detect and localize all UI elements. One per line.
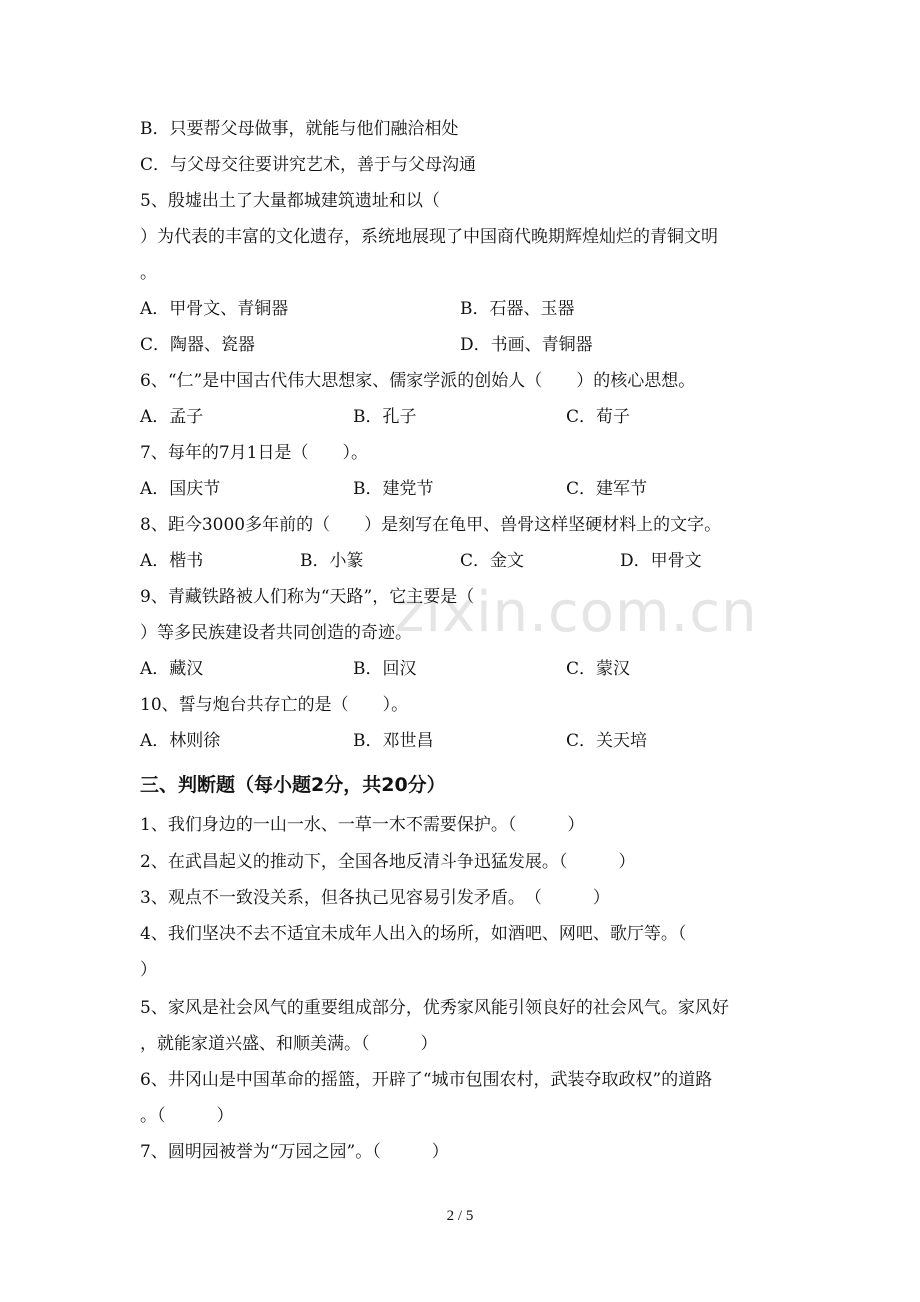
q10-option-b: B．邓世昌 <box>353 731 434 751</box>
q5-stem-line3: 。 <box>140 263 157 283</box>
judgment-item-4-line1: 4、我们坚决不去不适宜未成年人出入的场所，如酒吧、网吧、歌厅等。（ <box>140 924 687 944</box>
judgment-item-4-line2: ） <box>140 960 157 980</box>
q5-option-b: B．石器、玉器 <box>460 299 575 319</box>
q8-option-b: B．小篆 <box>300 551 364 571</box>
q5-option-c: C．陶器、瓷器 <box>140 335 256 355</box>
q5-stem-line1: 5、殷墟出土了大量都城建筑遗址和以（ <box>140 191 440 211</box>
q10-stem: 10、誓与炮台共存亡的是（ ）。 <box>140 695 409 715</box>
q6-option-c: C．荀子 <box>566 407 631 427</box>
q8-option-c: C．金文 <box>460 551 525 571</box>
q8-stem: 8、距今3000多年前的（ ）是刻写在龟甲、兽骨这样坚硬材料上的文字。 <box>140 515 722 535</box>
q5-stem-line2: ）为代表的丰富的文化遗存，系统地展现了中国商代晚期辉煌灿烂的青铜文明 <box>140 227 718 247</box>
judgment-item-5-line2: ，就能家道兴盛、和顺美满。（ ） <box>140 1034 438 1054</box>
q7-option-b: B．建党节 <box>353 479 434 499</box>
judgment-item-1: 1、我们身边的一山一水、一草一木不需要保护。（ ） <box>140 815 585 835</box>
judgment-item-3: 3、观点不一致没关系，但各执己见容易引发矛盾。 （ ） <box>140 888 610 908</box>
q8-option-a: A．楷书 <box>140 551 204 571</box>
judgment-item-6-line1: 6、井冈山是中国革命的摇篮，开辟了“城市包围农村，武装夺取政权”的道路 <box>140 1070 713 1090</box>
judgment-item-5-line1: 5、家风是社会风气的重要组成部分，优秀家风能引领良好的社会风气。家风好 <box>140 998 729 1018</box>
q7-stem: 7、每年的7月1日是（ ）。 <box>140 443 368 463</box>
watermark: zixin.com.cn <box>395 580 758 645</box>
page-number: 2 / 5 <box>446 1208 474 1224</box>
q9-option-c: C．蒙汉 <box>566 659 631 679</box>
q9-stem-line1: 9、青藏铁路被人们称为“天路”，它主要是（ <box>140 587 475 607</box>
q9-option-b: B．回汉 <box>353 659 417 679</box>
q4-option-b: B．只要帮父母做事，就能与他们融洽相处 <box>140 119 459 139</box>
judgment-item-6-line2: 。（ ） <box>140 1106 234 1126</box>
section-heading-judgment: 三、判断题（每小题2分，共20分） <box>140 774 446 796</box>
q10-option-a: A．林则徐 <box>140 731 221 751</box>
q9-stem-line2: ）等多民族建设者共同创造的奇迹。 <box>140 623 412 643</box>
judgment-item-2: 2、在武昌起义的推动下，全国各地反清斗争迅猛发展。（ ） <box>140 852 636 872</box>
q6-option-b: B．孔子 <box>353 407 417 427</box>
judgment-item-7: 7、圆明园被誉为“万园之园”。（ ） <box>140 1142 449 1162</box>
q7-option-a: A．国庆节 <box>140 479 221 499</box>
q9-option-a: A．藏汉 <box>140 659 204 679</box>
q10-option-c: C．关天培 <box>566 731 648 751</box>
q8-option-d: D．甲骨文 <box>620 551 702 571</box>
q5-option-a: A．甲骨文、青铜器 <box>140 299 289 319</box>
q4-option-c: C．与父母交往要讲究艺术，善于与父母沟通 <box>140 155 477 175</box>
q6-stem: 6、“仁”是中国古代伟大思想家、儒家学派的创始人（ ）的核心思想。 <box>140 371 696 391</box>
q7-option-c: C．建军节 <box>566 479 648 499</box>
q5-option-d: D．书画、青铜器 <box>460 335 593 355</box>
q6-option-a: A．孟子 <box>140 407 204 427</box>
